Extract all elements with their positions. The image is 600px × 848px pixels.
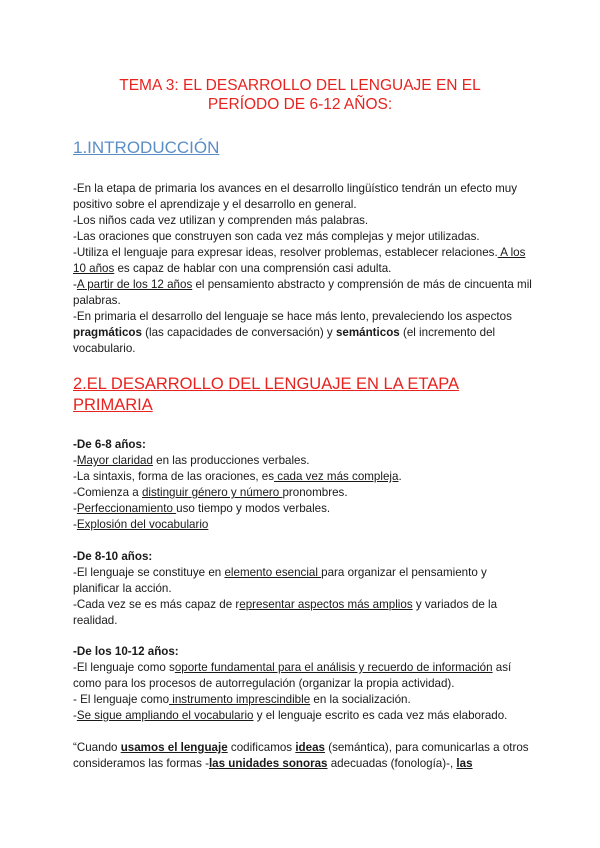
bold-text: semánticos: [335, 326, 400, 339]
underlined-text: elemento esencial: [224, 566, 322, 579]
text-run: -La sintaxis, forma de las oraciones, es: [73, 470, 275, 483]
underlined-text: instrumento imprescindible: [169, 693, 311, 706]
text-run: -: [73, 502, 77, 515]
list-item: [73, 597, 533, 629]
underlined-text: cada vez más compleja: [274, 470, 399, 483]
bold-underlined-text: usamos el lenguaje: [120, 741, 228, 754]
title-line-2: PERÍODO DE 6-12 AÑOS:: [207, 96, 393, 113]
list-item: [73, 453, 533, 469]
title-line-1: TEMA 3: EL DESARROLLO DEL LENGUAJE EN EL: [119, 77, 481, 94]
underlined-text: Explosión del vocabulario: [76, 518, 209, 531]
text-run: para organizar el pensamiento y planificar la acción.: [73, 566, 487, 595]
section-heading-desarrollo: 2.EL DESARROLLO DEL LENGUAJE EN LA ETAPA PRIMARIA: [73, 375, 460, 414]
list-item: [73, 469, 533, 485]
underlined-text: Se sigue ampliando el vocabulario: [76, 709, 254, 722]
text-run: -En primaria el desarrollo del lenguaje se hace más lento, prevaleciendo los aspectos: [73, 310, 512, 323]
text-run: -El lenguaje se constituye en: [73, 566, 225, 579]
text-run: el pensamiento abstracto y comprensión de más de cincuenta mil palabras.: [73, 278, 532, 307]
text-run: “Cuando: [73, 741, 121, 754]
text-run: uso tiempo y modos verbales.: [176, 502, 331, 515]
list-item: [73, 565, 533, 597]
text-run: en las producciones verbales.: [152, 454, 310, 467]
list-item: [73, 692, 533, 708]
section-heading-introduccion: 1.INTRODUCCIÓN: [73, 138, 220, 157]
list-item: [73, 485, 533, 501]
group-heading: -De 6-8 años:: [73, 438, 146, 451]
list-item: [73, 660, 533, 692]
group-6-8: [73, 437, 533, 533]
group-heading: -De 8-10 años:: [73, 550, 153, 563]
text-run: -: [73, 709, 77, 722]
text-run: (el incremento del vocabulario.: [73, 326, 496, 355]
document-title: [40, 76, 560, 114]
text-run: -El lenguaje como s: [73, 661, 175, 674]
text-run: -Comienza a: [73, 486, 142, 499]
group-8-10: [73, 549, 533, 629]
text-run: en la socialización.: [310, 693, 411, 706]
intro-paragraph: -En la etapa de primaria los avances en el desarrollo lingüístico tendrán un efecto muy positivo sobre el aprendizaje y el desarrollo en general.: [73, 182, 518, 211]
text-run: -: [73, 518, 77, 531]
intro-paragraph: [73, 277, 533, 309]
list-item: [73, 517, 533, 533]
text-run: - El lenguaje como: [73, 693, 170, 706]
text-run: así como para los procesos de autorregulación (organizar la propia actividad).: [73, 661, 512, 690]
underlined-text: A partir de los 12 años: [76, 278, 193, 291]
underlined-text: distinguir género y número: [141, 486, 283, 499]
text-run: (las capacidades de conversación) y: [141, 326, 336, 339]
underlined-text: oporte fundamental para el análisis y recuerdo de información: [174, 661, 493, 674]
bold-underlined-text: las: [456, 757, 473, 770]
underlined-text: Perfeccionamiento: [76, 502, 177, 515]
underlined-text: A los 10 años: [73, 246, 526, 275]
text-run: y el lenguaje escrito es cada vez más elaborado.: [253, 709, 508, 722]
underlined-text: epresentar aspectos más amplios: [239, 598, 413, 611]
intro-paragraph: [73, 309, 533, 357]
quote-paragraph: [73, 740, 533, 772]
underlined-text: Mayor claridad: [76, 454, 153, 467]
text-run: -Cada vez se es más capaz de r: [73, 598, 240, 611]
list-item: [73, 501, 533, 517]
intro-paragraph: [73, 245, 533, 277]
bold-text: pragmáticos: [73, 326, 142, 339]
bold-underlined-text: ideas: [295, 741, 325, 754]
group-heading: -De los 10-12 años:: [73, 645, 179, 658]
text-run: -Utiliza el lenguaje para expresar ideas, resolver problemas, establecer relaciones.: [73, 246, 498, 259]
intro-paragraph: -Las oraciones que construyen son cada vez más complejas y mejor utilizadas.: [73, 230, 480, 243]
text-run: adecuadas (fonología)-,: [327, 757, 457, 770]
text-run: es capaz de hablar con una comprensión casi adulta.: [114, 262, 392, 275]
text-run: -: [73, 454, 77, 467]
text-run: codificamos: [227, 741, 296, 754]
list-item: [73, 708, 533, 724]
text-run: .: [398, 470, 402, 483]
introduccion-body: [73, 181, 533, 357]
text-run: (semántica), para comunicarlas a otros consideramos las formas -: [73, 741, 529, 770]
quote-text: [73, 740, 533, 772]
text-run: pronombres.: [282, 486, 348, 499]
text-run: -: [73, 278, 77, 291]
intro-paragraph: -Los niños cada vez utilizan y comprenden más palabras.: [73, 214, 369, 227]
text-run: y variados de la realidad.: [73, 598, 498, 627]
group-10-12: [73, 644, 533, 724]
bold-underlined-text: las unidades sonoras: [208, 757, 328, 770]
